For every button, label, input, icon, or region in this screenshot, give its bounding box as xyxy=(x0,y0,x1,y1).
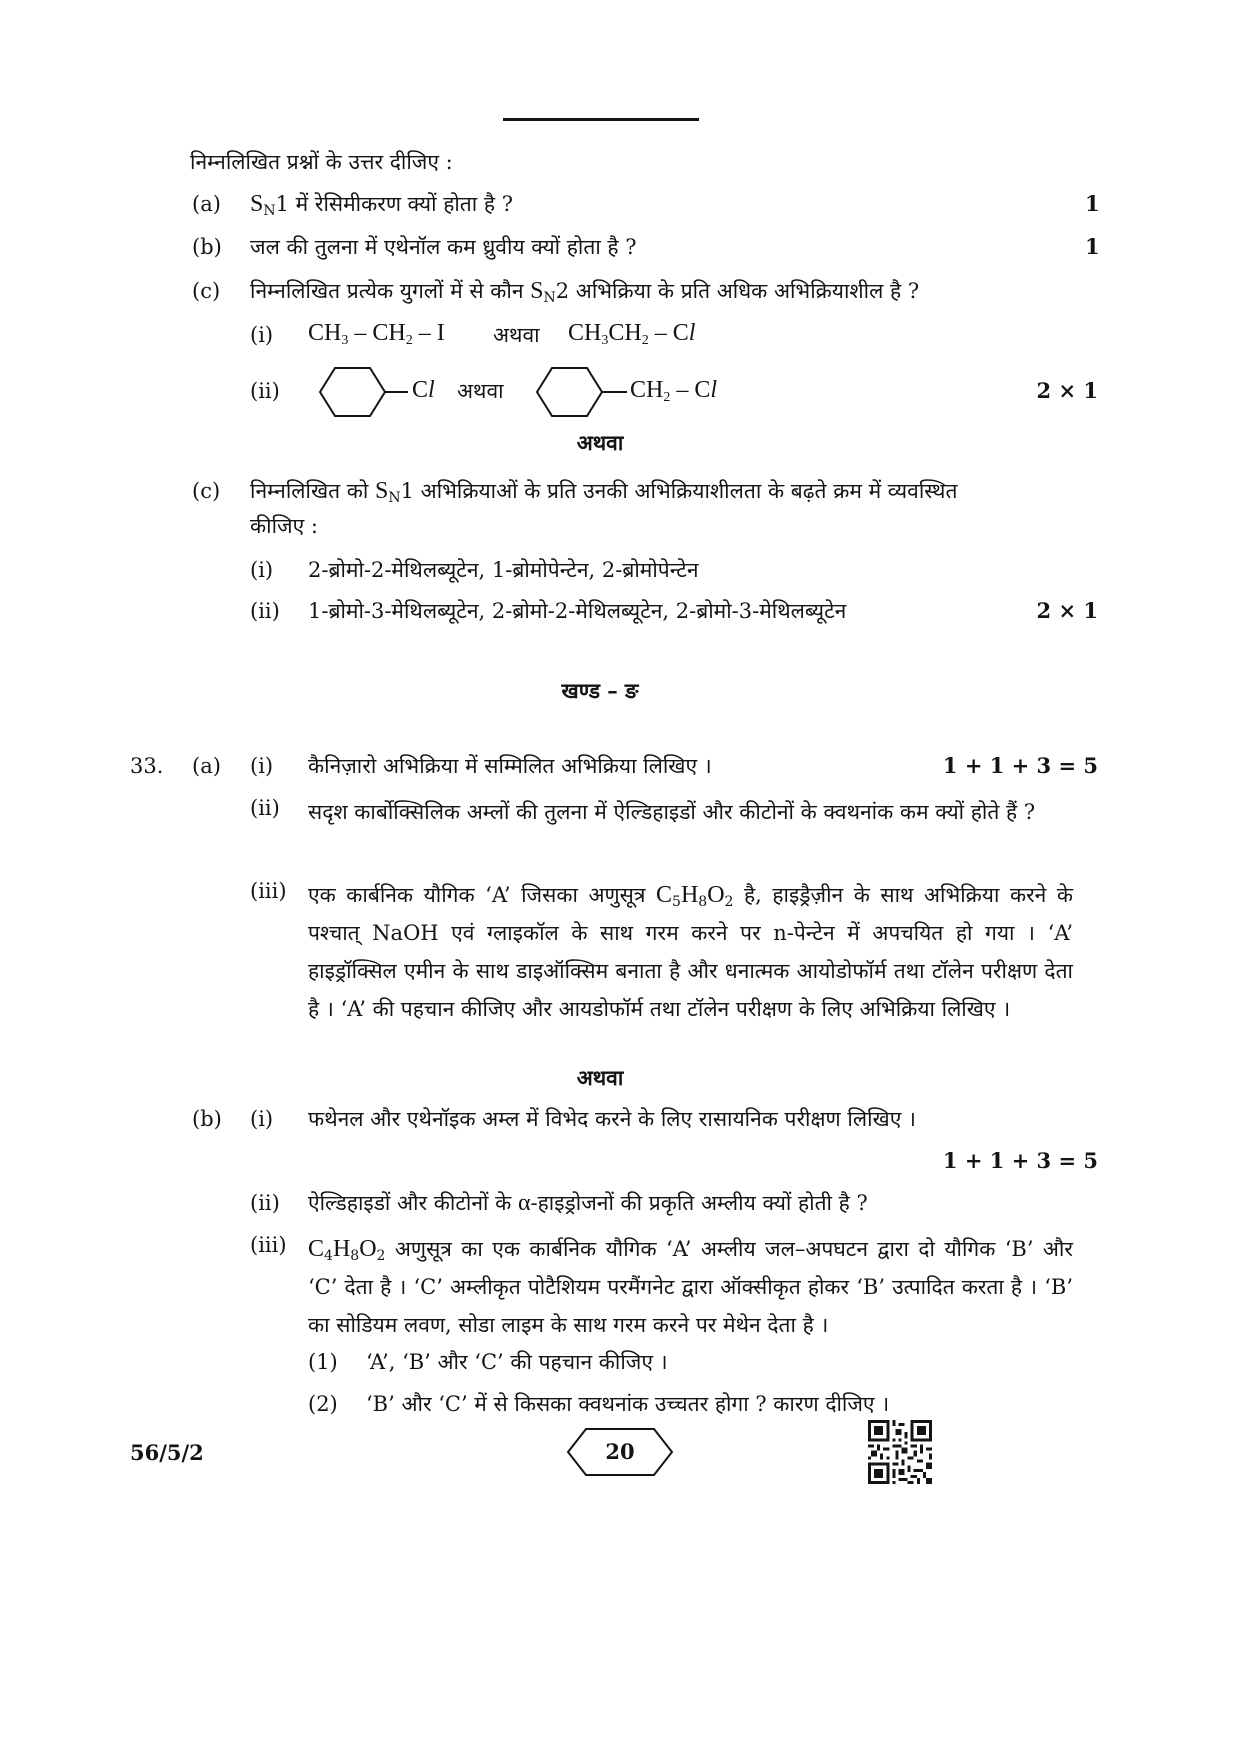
q33a-marks: 1 + 1 + 3 = 5 xyxy=(942,753,1098,778)
q33a-iii-text: एक कार्बनिक यौगिक ‘A’ जिसका अणुसूत्र $C_5H_8O_2$ है, हाइड्रैज़ीन के साथ अभिक्रिया करने के पश्चात् NaOH एवं ग्लाइकॉल के साथ गरम करने पर n-पेन्टेन में अपचयित हो गया । ‘A’ हाइड्रॉक्सिल एमीन के साथ डाइऑक्सिम बनाता है और धनात्मक आयोडोफॉर्म तथा टॉलेन परीक्षण देता है । ‘A’ की पहचान कीजिए और आयडोफॉर्म तथा टॉलेन परीक्षण के लिए अभिक्रिया लिखिए । xyxy=(308,882,1073,1021)
q32c-ii-or: अथवा xyxy=(457,379,504,403)
q32c-alt-question-line2: कीजिए : xyxy=(250,514,318,538)
q33b-i-label: (i) xyxy=(250,1107,274,1131)
q32c-alt-question: निम्नलिखित को $S_N1$ अभिक्रियाओं के प्रति उनकी अभिक्रियाशीलता के बढ़ते क्रम में व्यवस्थित xyxy=(250,478,958,506)
q32c-alt-i-text: 2-ब्रोमो-2-मेथिलब्यूटेन, 1-ब्रोमोपेन्टेन, 2-ब्रोमोपेन्टेन xyxy=(308,558,699,582)
q32c-ii-left-formula: Cl xyxy=(412,377,435,403)
paper-code: 56/5/2 xyxy=(130,1440,204,1465)
or-heading-1: अथवा xyxy=(576,430,624,455)
q33b-iii-sub1-label: (1) xyxy=(308,1350,338,1374)
q33b-iii-label: (iii) xyxy=(250,1233,287,1257)
or-heading-2: अथवा xyxy=(576,1065,624,1090)
q33b-label: (b) xyxy=(192,1107,222,1131)
cyclohexyl-ring-icon xyxy=(535,365,639,419)
q33b-ii-label: (ii) xyxy=(250,1191,280,1215)
q32c-ii-marks: 2 × 1 xyxy=(1036,378,1098,403)
q33-number: 33. xyxy=(130,754,164,778)
instruction-text: निम्नलिखित प्रश्नों के उत्तर दीजिए : xyxy=(190,150,453,174)
page-number: 20 xyxy=(605,1439,635,1464)
q32a-marks: 1 xyxy=(1085,191,1100,216)
q32a-label: (a) xyxy=(192,192,221,216)
q32c-alt-ii-label: (ii) xyxy=(250,599,280,623)
q33a-ii-text: सदृश कार्बोक्सिलिक अम्लों की तुलना में ऐल्डिहाइडों और कीटोनों के क्वथनांक कम क्यों होते हैं ? xyxy=(308,800,1036,824)
section-heading: खण्ड – ङ xyxy=(561,678,639,703)
q32b-marks: 1 xyxy=(1085,234,1100,259)
q33a-iii-label: (iii) xyxy=(250,879,287,903)
q32b-question: जल की तुलना में एथेनॉल कम ध्रुवीय क्यों होता है ? xyxy=(250,235,637,259)
q32c-label: (c) xyxy=(192,279,221,303)
q33b-iii-sub2-label: (2) xyxy=(308,1392,338,1416)
q32c-i-right-formula: $CH_3CH_2$ – Cl xyxy=(568,320,696,348)
q33a-i-label: (i) xyxy=(250,754,274,778)
q32c-i-or: अथवा xyxy=(493,323,540,347)
q33b-iii-sub1-text: ‘A’, ‘B’ और ‘C’ की पहचान कीजिए । xyxy=(366,1350,668,1374)
q33b-i-text: फथेनल और एथेनॉइक अम्ल में विभेद करने के लिए रासायनिक परीक्षण लिखिए । xyxy=(308,1107,916,1131)
cyclohexane-ring-icon xyxy=(318,365,422,419)
qr-code-icon xyxy=(868,1420,932,1484)
q33b-marks: 1 + 1 + 3 = 5 xyxy=(942,1148,1098,1173)
q33b-ii-text: ऐल्डिहाइडों और कीटोनों के α-हाइड्रोजनों की प्रकृति अम्लीय क्यों होती है ? xyxy=(308,1190,868,1216)
q32c-ii-right-formula: $CH_2$ – Cl xyxy=(630,377,718,405)
q33a-i-text: कैनिज़ारो अभिक्रिया में सम्मिलित अभिक्रिया लिखिए । xyxy=(308,754,712,778)
q32c-ii-label: (ii) xyxy=(250,379,280,403)
q32a-question: $S_N1$ में रेसिमीकरण क्यों होता है ? xyxy=(250,191,513,219)
q32c-alt-i-label: (i) xyxy=(250,558,274,582)
q33a-label: (a) xyxy=(192,754,221,778)
q32c-alt-ii-text: 1-ब्रोमो-3-मेथिलब्यूटेन, 2-ब्रोमो-2-मेथिलब्यूटेन, 2-ब्रोमो-3-मेथिलब्यूटेन xyxy=(308,599,847,623)
q33a-ii-label: (ii) xyxy=(250,796,280,820)
q33b-iii-sub2-text: ‘B’ और ‘C’ में से किसका क्वथनांक उच्चतर होगा ? कारण दीजिए । xyxy=(366,1392,890,1416)
top-rule xyxy=(503,118,699,121)
q33b-iii-text: $C_4H_8O_2$ अणुसूत्र का एक कार्बनिक यौगिक ‘A’ अम्लीय जल–अपघटन द्वारा दो यौगिक ‘B’ और ‘C’ देता है । ‘C’ अम्लीकृत पोटैशियम परमैंगनेट द्वारा ऑक्सीकृत होकर ‘B’ उत्पादित करता है । ‘B’ का सोडियम लवण, सोडा लाइम के साथ गरम करने पर मेथेन देता है । xyxy=(308,1236,1073,1337)
q32c-i-label: (i) xyxy=(250,323,274,347)
q32c-alt-ii-marks: 2 × 1 xyxy=(1036,598,1098,623)
q32c-question: निम्नलिखित प्रत्येक युगलों में से कौन $S_N2$ अभिक्रिया के प्रति अधिक अभिक्रियाशील है ? xyxy=(250,278,920,306)
q32c-alt-label: (c) xyxy=(192,479,221,503)
q32b-label: (b) xyxy=(192,235,222,259)
q32c-i-left-formula: $CH_3 - CH_2$ – I xyxy=(308,320,445,348)
